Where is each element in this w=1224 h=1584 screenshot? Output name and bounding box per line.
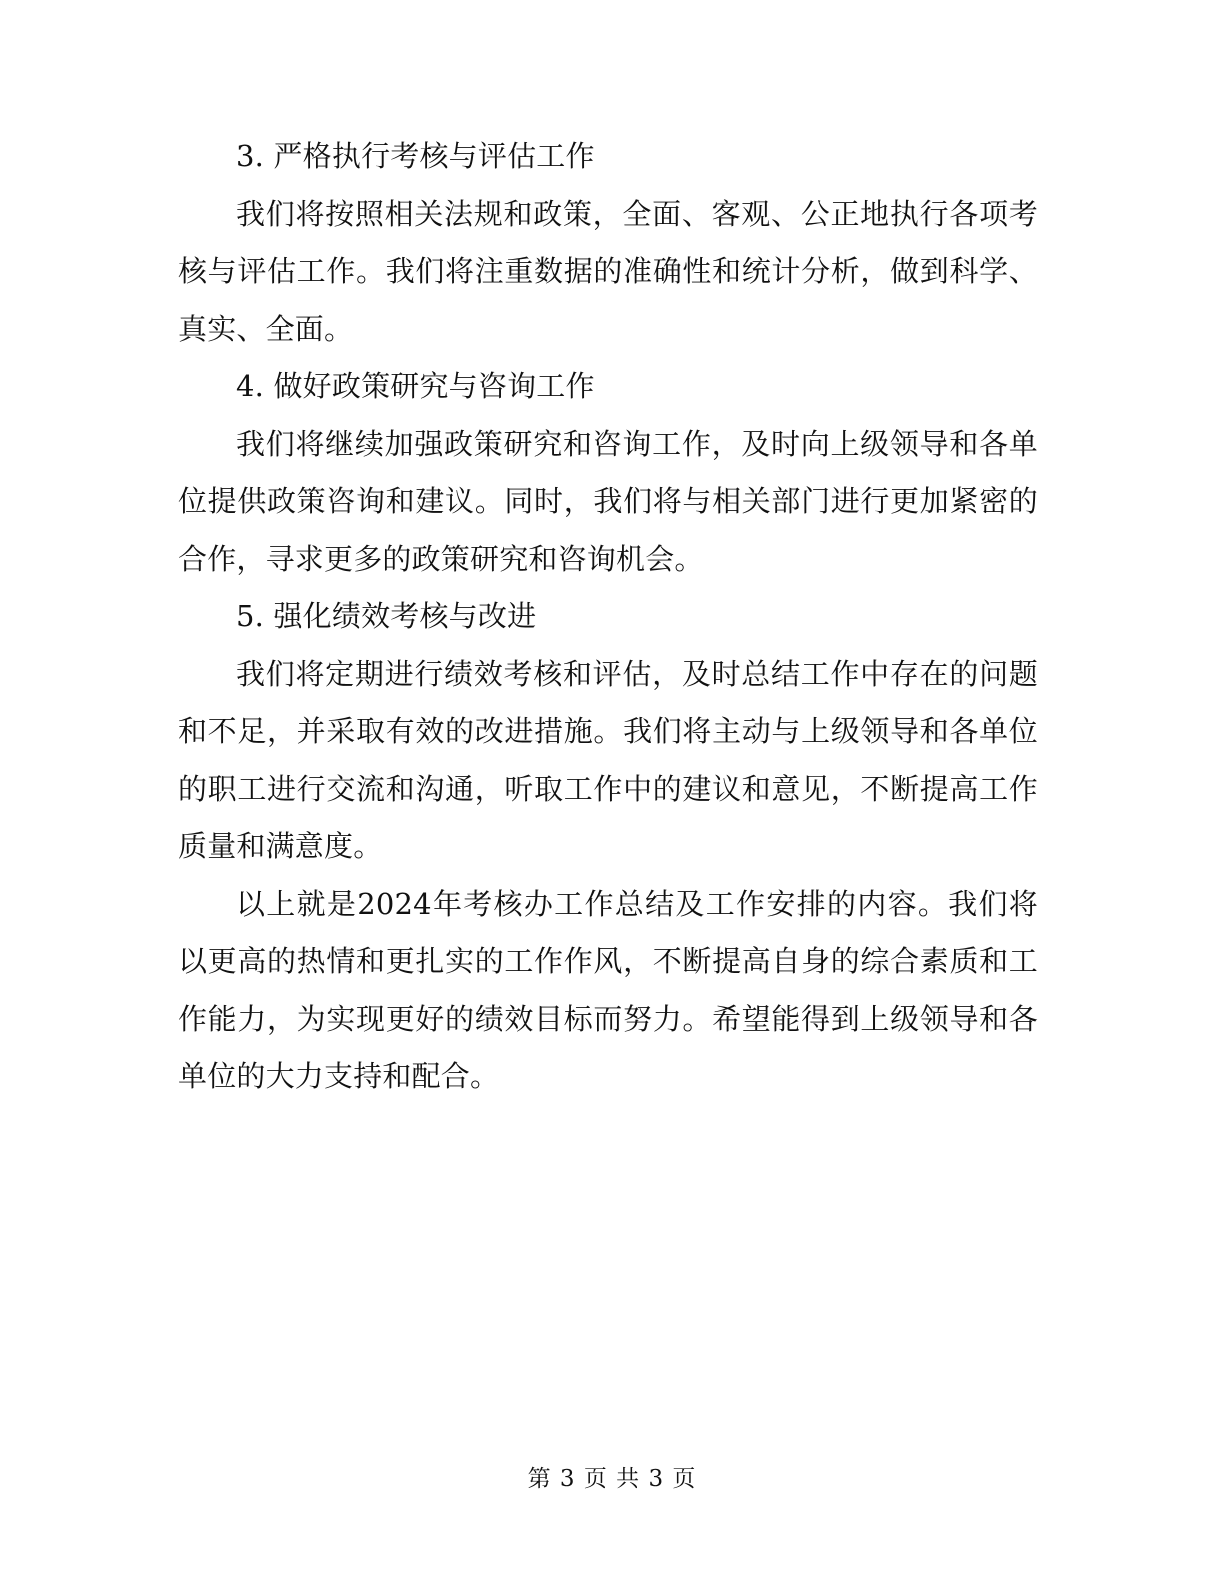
section-5-paragraph: 我们将定期进行绩效考核和评估，及时总结工作中存在的问题和不足，并采取有效的改进措施。我们将主动与上级领导和各单位的职工进行交流和沟通，听取工作中的建议和意见，不断提高工作质量和满意度。 [178,656,1038,863]
section-4-paragraph: 我们将继续加强政策研究和咨询工作，及时向上级领导和各单位提供政策咨询和建议。同时，我们将与相关部门进行更加紧密的合作，寻求更多的政策研究和咨询机会。 [178,426,1038,576]
page-number-footer: 第 3 页 共 3 页 [527,1466,697,1492]
section-5-heading: 5. 强化绩效考核与改进 [236,599,537,633]
section-3-paragraph: 我们将按照相关法规和政策，全面、客观、公正地执行各项考核与评估工作。我们将注重数据的准确性和统计分析，做到科学、真实、全面。 [178,196,1038,346]
document-content [178,128,1038,1106]
conclusion-paragraph: 以上就是2024年考核办工作总结及工作安排的内容。我们将以更高的热情和更扎实的工作作风，不断提高自身的综合素质和工作能力，为实现更好的绩效目标而努力。希望能得到上级领导和各单位的大力支持和配合。 [178,886,1038,1093]
section-3-heading: 3. 严格执行考核与评估工作 [236,139,595,173]
section-4-heading: 4. 做好政策研究与咨询工作 [236,369,595,403]
